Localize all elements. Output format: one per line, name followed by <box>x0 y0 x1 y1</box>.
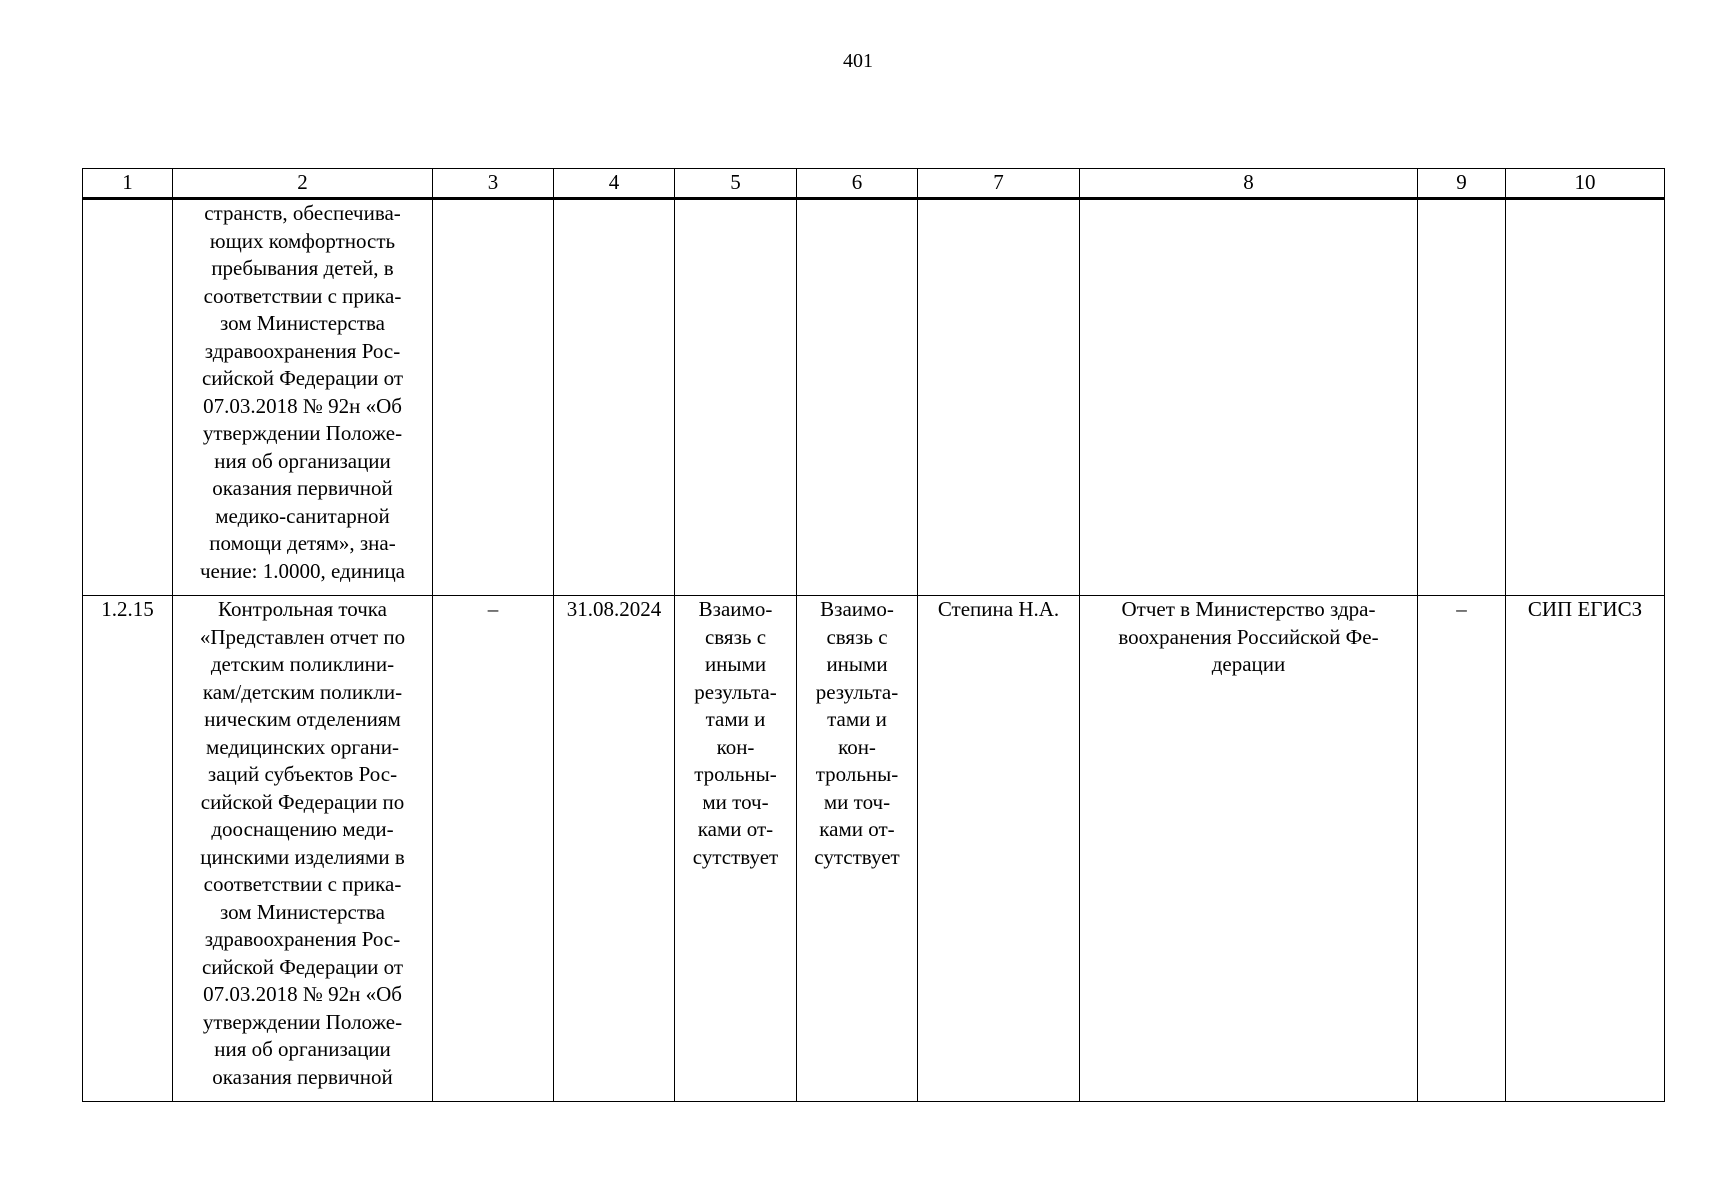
header-col-8: 8 <box>1080 169 1418 199</box>
header-col-6: 6 <box>797 169 918 199</box>
header-row <box>83 169 1665 199</box>
header-col-10: 10 <box>1506 169 1665 199</box>
cell-col-10: СИП ЕГИСЗ <box>1506 596 1665 1102</box>
header-col-2: 2 <box>173 169 433 199</box>
cell-col-4: 31.08.2024 <box>554 596 675 1102</box>
cell-name: странств, обеспечива- ющих комфортность пребывания детей, в соответствии с прика- зом Министерства здравоохранения Рос- сийской Федерации от 07.03.2018 № 92н «Об утверждении Положе- ния об организации оказания первичной медико-санитарной помощи детям», зна- чение: 1.0000, единица <box>173 199 433 596</box>
table-row <box>83 596 1665 1102</box>
cell-col-3 <box>433 199 554 596</box>
cell-col-8 <box>1080 199 1418 596</box>
cell-col-9: – <box>1418 596 1506 1102</box>
header-col-4: 4 <box>554 169 675 199</box>
cell-col-10 <box>1506 199 1665 596</box>
cell-col-6: Взаимо- связь с иными результа- тами и кон- трольны- ми точ- ками от- сутствует <box>797 596 918 1102</box>
header-col-7: 7 <box>918 169 1080 199</box>
header-col-3: 3 <box>433 169 554 199</box>
cell-col-6 <box>797 199 918 596</box>
cell-col-7: Степина Н.А. <box>918 596 1080 1102</box>
cell-col-7 <box>918 199 1080 596</box>
page-number: 401 <box>843 50 873 72</box>
header-col-1: 1 <box>83 169 173 199</box>
cell-col-4 <box>554 199 675 596</box>
table-row <box>83 199 1665 596</box>
cell-name: Контрольная точка «Представлен отчет по детским поликлини- кам/детским поликли- ническим отделениям медицинских органи- заций субъектов Рос- сийской Федерации по дооснащению меди- цинскими изделиями в соответствии с прика- зом Министерства здравоохранения Рос- сийской Федерации от 07.03.2018 № 92н «Об утверждении Положе- ния об организации оказания первичной <box>173 596 433 1102</box>
cell-col-8: Отчет в Министерство здра- воохранения Российской Фе- дерации <box>1080 596 1418 1102</box>
cell-col-3: – <box>433 596 554 1102</box>
cell-col-9 <box>1418 199 1506 596</box>
header-col-9: 9 <box>1418 169 1506 199</box>
data-table <box>82 168 1665 1102</box>
cell-number <box>83 199 173 596</box>
header-col-5: 5 <box>675 169 797 199</box>
cell-col-5 <box>675 199 797 596</box>
cell-number: 1.2.15 <box>83 596 173 1102</box>
cell-col-5: Взаимо- связь с иными результа- тами и кон- трольны- ми точ- ками от- сутствует <box>675 596 797 1102</box>
